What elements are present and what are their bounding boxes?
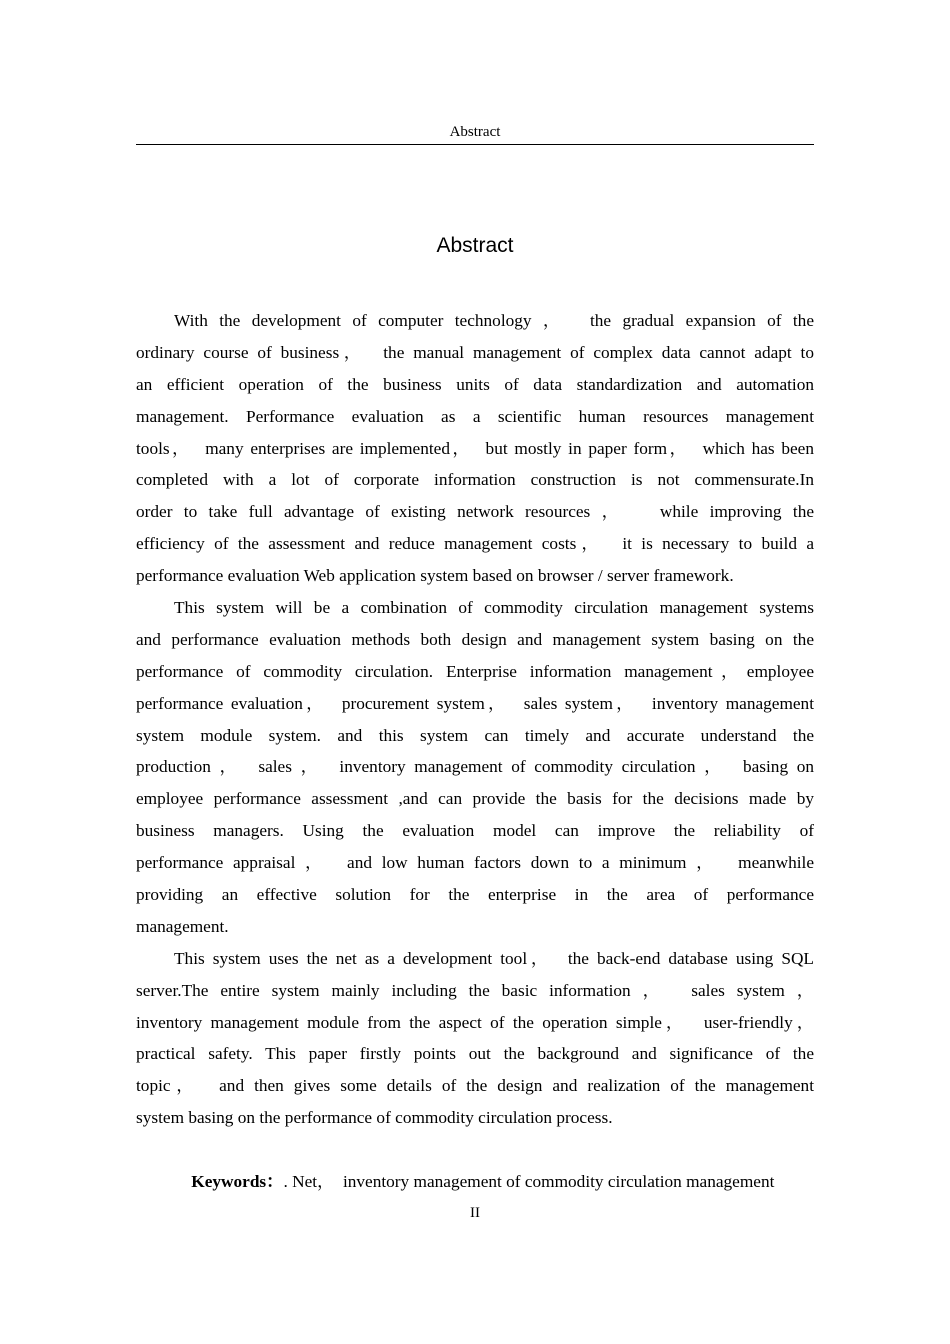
text-line: This system will be a combination of commodity circulation management systems	[174, 598, 814, 618]
running-header: Abstract	[449, 124, 501, 140]
text-line: ordinary course of business， the manual management of complex data cannot adapt to	[136, 342, 814, 362]
text-line: topic， and then gives some details of the design and realization of the management	[136, 1076, 814, 1096]
text-line: system module system. and this system can timely and accurate understand the	[136, 725, 814, 745]
text-line: tools， many enterprises are implemented， but mostly in paper form， which has been	[136, 438, 814, 458]
text-line: performance appraisal ， and low human factors down to a minimum ， meanwhile	[136, 853, 814, 873]
text-line: With the development of computer technology ， the gradual expansion of the	[174, 311, 814, 330]
text-line: providing an effective solution for the enterprise in the area of performance	[136, 885, 814, 905]
text-line: business managers. Using the evaluation model can improve the reliability of	[136, 821, 814, 841]
text-line: system basing on the performance of commodity circulation process.	[136, 1108, 613, 1128]
text-line: This system uses the net as a development tool， the back-end database using SQL	[174, 948, 814, 968]
text-line: server.The entire system mainly including the basic information ， sales system ，	[136, 980, 814, 1000]
keywords-line	[136, 1134, 814, 1192]
keywords-text: . Net， inventory management of commodity circulation management	[283, 1172, 775, 1192]
text-line: performance evaluation Web application system based on browser / server framework.	[136, 566, 734, 586]
text-line: efficiency of the assessment and reduce management costs， it is necessary to build a	[136, 534, 814, 554]
header-rule	[136, 144, 814, 145]
text-line: order to take full advantage of existing network resources ， while improving the	[136, 502, 814, 522]
text-line: production ， sales ， inventory management of commodity circulation ， basing on	[136, 757, 814, 777]
page-number: II	[470, 1205, 480, 1221]
text-line: performance evaluation， procurement system， sales system， inventory management	[136, 693, 814, 713]
page-title: Abstract	[436, 234, 514, 257]
text-line: employee performance assessment ,and can provide the basis for the decisions made by	[136, 789, 814, 809]
paragraph	[136, 592, 814, 943]
text-line: performance of commodity circulation. Enterprise information management，employee	[136, 661, 814, 681]
text-line: an efficient operation of the business units of data standardization and automation	[136, 374, 814, 394]
keywords-label: Keywords：	[191, 1172, 284, 1192]
text-line: practical safety. This paper firstly points out the background and significance of the	[136, 1044, 814, 1064]
text-line: management.	[136, 916, 229, 936]
text-line: and performance evaluation methods both design and management system basing on the	[136, 629, 814, 649]
text-line: completed with a lot of corporate information construction is not commensurate.In	[136, 470, 814, 490]
abstract-body	[136, 305, 814, 1192]
paragraph	[136, 305, 814, 592]
text-line: management. Performance evaluation as a scientific human resources management	[136, 406, 814, 426]
paragraph	[136, 943, 814, 1134]
text-line: inventory management module from the aspect of the operation simple， user-friendly，	[136, 1012, 814, 1032]
